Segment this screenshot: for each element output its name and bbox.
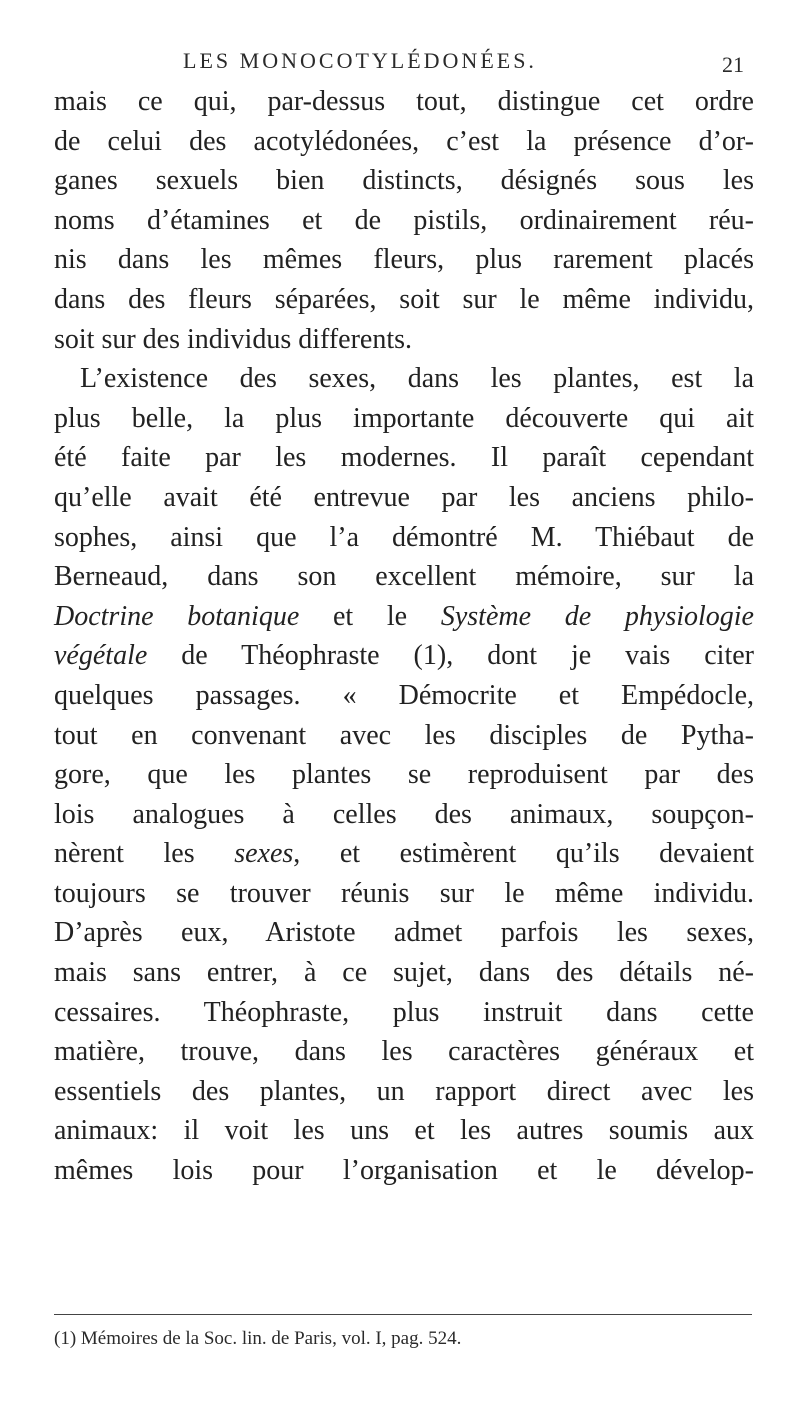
text-line: cessaires. Théophraste, plus instruit dans cette	[54, 996, 754, 1028]
text-line: essentiels des plantes, un rapport direct avec les	[54, 1075, 754, 1107]
footnote: (1) Mémoires de la Soc. lin. de Paris, vol. I, pag. 524.	[54, 1328, 462, 1349]
text-line: qu’elle avait été entrevue par les anciens philo-	[54, 481, 754, 513]
text-line: L’existence des sexes, dans les plantes, est la	[80, 363, 754, 395]
running-title: LES MONOCOTYLÉDONÉES.	[183, 48, 537, 73]
text-line: de celui des acotylédonées, c’est la présence d’or-	[54, 125, 754, 157]
text-line: sophes, ainsi que l’a démontré M. Thiébaut de	[54, 521, 754, 553]
text-line: quelques passages. « Démocrite et Empédocle,	[54, 679, 754, 711]
text-line: D’après eux, Aristote admet parfois les sexes,	[54, 917, 754, 949]
italic-title-systeme: Système de physiologie	[440, 600, 754, 632]
text-line: Berneaud, dans son excellent mémoire, sur la	[54, 561, 754, 593]
italic-title-doctrine: Doctrine botanique	[54, 600, 300, 632]
text-line: noms d’étamines et de pistils, ordinairement réu-	[54, 204, 754, 236]
italic-word-vegetale: végétale	[54, 640, 148, 672]
text-line: ganes sexuels bien distincts, désignés sous les	[54, 165, 754, 197]
text-line: gore, que les plantes se reproduisent par des	[54, 759, 754, 791]
text-line: lois analogues à celles des animaux, soupçon-	[54, 798, 754, 830]
text-line: été faite par les modernes. Il paraît cependant	[54, 442, 754, 474]
text-line: animaux: il voit les uns et les autres soumis aux	[54, 1115, 754, 1147]
text-line-mixed: végétale de Théophraste (1), dont je vais citer	[54, 640, 754, 672]
page-number: 21	[722, 52, 744, 77]
text-line: nis dans les mêmes fleurs, plus rarement placés	[54, 244, 754, 276]
text-line: soit sur des individus differents.	[54, 323, 413, 355]
text-line: mêmes lois pour l’organisation et le dévelop-	[54, 1155, 754, 1187]
text-line: mais ce qui, par-dessus tout, distingue cet ordre	[54, 86, 754, 117]
text-line: dans des fleurs séparées, soit sur le même individu,	[54, 283, 754, 315]
italic-word-sexes: sexes	[234, 838, 294, 870]
text-line: mais sans entrer, à ce sujet, dans des détails né-	[54, 957, 754, 989]
text-line: plus belle, la plus importante découverte qui ait	[54, 402, 754, 434]
body-text	[54, 82, 754, 1191]
text-line-mixed: nèrent les sexes, et estimèrent qu’ils devaient	[54, 838, 755, 870]
text-line-mixed: Doctrine botanique et le Système de physiologie	[54, 600, 754, 632]
text-line: tout en convenant avec les disciples de Pytha-	[54, 719, 754, 751]
footnote-divider	[54, 1314, 752, 1315]
text-line: matière, trouve, dans les caractères généraux et	[54, 1036, 754, 1068]
text-line: toujours se trouver réunis sur le même individu.	[54, 877, 754, 909]
